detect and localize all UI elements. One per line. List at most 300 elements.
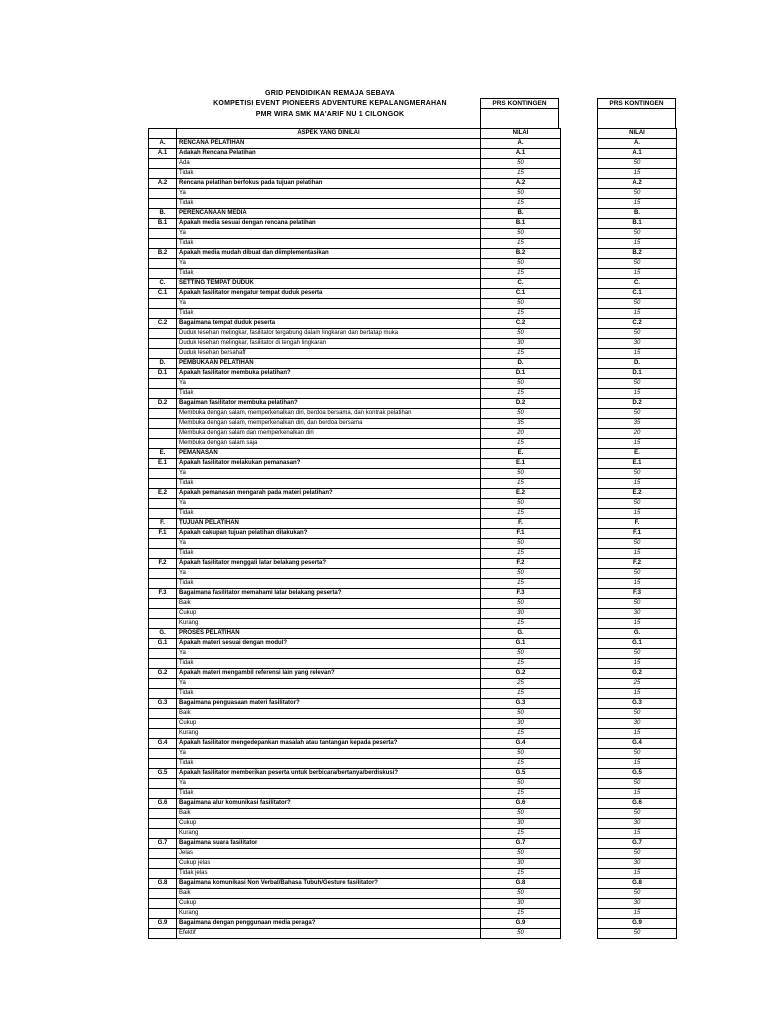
aspect-cell: Duduk lesehan melingkar, fasilitator tergabung dalam lingkaran dan bertatap muka [177,329,481,339]
score-cell: 50 [481,929,561,939]
score2-cell: 15 [598,829,677,839]
score2-cell: D.1 [598,369,677,379]
score2-cell: 50 [598,889,677,899]
code-cell: C. [149,279,177,289]
code-cell: B.1 [149,219,177,229]
aspect-cell: Tidak jelas [177,869,481,879]
score-cell: 50 [481,259,561,269]
score-cell: 50 [481,539,561,549]
option-row [149,609,561,619]
code-cell [149,239,177,249]
score-cell: 25 [481,679,561,689]
score2-cell: 15 [598,619,677,629]
score-row [598,799,677,809]
question-row [149,639,561,649]
score-row [598,879,677,889]
score-row [598,159,677,169]
score-row [598,659,677,669]
score2-cell: 50 [598,409,677,419]
option-row [149,189,561,199]
score2-cell: 15 [598,909,677,919]
score-cell: G. [481,629,561,639]
score-cell: 50 [481,469,561,479]
aspect-cell: Apakah fasilitator menggali latar belakang peserta? [177,559,481,569]
score-cell: A.2 [481,179,561,189]
score-cell: 50 [481,299,561,309]
option-row [149,819,561,829]
aspect-cell: Bagaimana alur komunikasi fasilitator? [177,799,481,809]
aspect-cell: Tidak [177,689,481,699]
score2-cell: 15 [598,869,677,879]
score-cell: B.1 [481,219,561,229]
header-score2-cell: NILAI [598,129,677,139]
score-row [598,389,677,399]
code-cell [149,439,177,449]
score2-cell: 50 [598,569,677,579]
score2-cell: G.4 [598,739,677,749]
score-cell: 15 [481,349,561,359]
table-header-row [149,129,561,139]
score-cell: C. [481,279,561,289]
aspect-cell: Apakah fasilitator melakukan pemanasan? [177,459,481,469]
score-cell: 15 [481,479,561,489]
question-row [149,399,561,409]
score2-cell: 15 [598,199,677,209]
question-row [149,459,561,469]
score-row [598,299,677,309]
score2-cell: 50 [598,159,677,169]
aspect-cell: Ya [177,259,481,269]
score-row [598,219,677,229]
score-cell: G.2 [481,669,561,679]
score2-cell: 15 [598,689,677,699]
score-cell: 15 [481,619,561,629]
option-row [149,479,561,489]
score-row [598,459,677,469]
aspect-cell: Baik [177,809,481,819]
option-row [149,259,561,269]
score-cell: 50 [481,849,561,859]
code-cell: G.8 [149,879,177,889]
code-cell: G.9 [149,919,177,929]
score2-cell: F. [598,519,677,529]
score-row [598,529,677,539]
score-cell: 50 [481,189,561,199]
score-row [598,679,677,689]
option-row [149,499,561,509]
score2-cell: 15 [598,789,677,799]
score-row [598,419,677,429]
score-cell: 15 [481,309,561,319]
aspect-cell: Tidak [177,659,481,669]
score-row [598,539,677,549]
score-row [598,339,677,349]
score2-cell: G.5 [598,769,677,779]
code-cell: E.2 [149,489,177,499]
score-row [598,669,677,679]
aspect-cell: Bagaimana dengan penggunaan media peraga? [177,919,481,929]
score-header-row [598,129,677,139]
option-row [149,419,561,429]
score-row [598,269,677,279]
aspect-cell: Ya [177,499,481,509]
header-code-cell [149,129,177,139]
score-row [598,439,677,449]
code-cell [149,539,177,549]
score-cell: 50 [481,409,561,419]
option-row [149,329,561,339]
option-row [149,569,561,579]
score-cell: 15 [481,199,561,209]
option-row [149,159,561,169]
option-row [149,539,561,549]
code-cell [149,479,177,489]
score-cell: 15 [481,509,561,519]
score-row [598,369,677,379]
aspect-cell: Ya [177,649,481,659]
score2-cell: C.1 [598,289,677,299]
score2-cell: 30 [598,609,677,619]
score-cell: C.1 [481,289,561,299]
score-row [598,849,677,859]
code-cell: G.2 [149,669,177,679]
score2-cell: 50 [598,229,677,239]
score-cell: G.7 [481,839,561,849]
score-cell: 15 [481,689,561,699]
score-cell: 35 [481,419,561,429]
score-row [598,689,677,699]
score2-cell: 15 [598,579,677,589]
score-cell: D.2 [481,399,561,409]
score-row [598,429,677,439]
score-row [598,789,677,799]
code-cell [149,779,177,789]
code-cell [149,569,177,579]
code-cell: A.1 [149,149,177,159]
aspect-cell: Kurang [177,909,481,919]
option-row [149,469,561,479]
code-cell: E.1 [149,459,177,469]
score-row [598,729,677,739]
code-cell [149,679,177,689]
score2-cell: 15 [598,309,677,319]
option-row [149,169,561,179]
score2-cell: 50 [598,329,677,339]
aspect-cell: Tidak [177,199,481,209]
score-cell: 15 [481,759,561,769]
score-row [598,589,677,599]
code-cell [149,199,177,209]
question-row [149,879,561,889]
aspect-cell: Membuka dengan salam, memperkenalkan diri, berdoa bersama, dan kontrak pelatihan [177,409,481,419]
score-row [598,929,677,939]
score2-cell: A.1 [598,149,677,159]
question-row [149,839,561,849]
score-cell: 30 [481,859,561,869]
option-row [149,759,561,769]
aspect-cell: Kurang [177,619,481,629]
score2-cell: 15 [598,549,677,559]
doc-title-line3: PMR WIRA SMK MA'ARIF NU 1 CILONGOK [255,111,405,118]
aspect-cell: Ya [177,749,481,759]
option-row [149,229,561,239]
aspect-cell: Efektif [177,929,481,939]
score2-cell: 15 [598,389,677,399]
score-table [597,128,677,939]
aspect-cell: Baik [177,889,481,899]
aspect-cell: PEMBUKAAN PELATIHAN [177,359,481,369]
code-cell: F.1 [149,529,177,539]
aspect-cell: Tidak [177,479,481,489]
option-row [149,429,561,439]
score-cell: B.2 [481,249,561,259]
score-cell: 15 [481,869,561,879]
code-cell [149,499,177,509]
aspect-cell: Jelas [177,849,481,859]
score2-cell: 50 [598,749,677,759]
score-row [598,709,677,719]
score-cell: 30 [481,609,561,619]
score-cell: 30 [481,339,561,349]
score2-cell: 50 [598,929,677,939]
option-row [149,849,561,859]
option-row [149,709,561,719]
option-row [149,389,561,399]
code-cell: F. [149,519,177,529]
score-cell: 15 [481,239,561,249]
code-cell [149,299,177,309]
score-row [598,209,677,219]
prs-kontingen-label-1: PRS KONTINGEN [481,99,558,109]
score-cell: G.5 [481,769,561,779]
score-row [598,889,677,899]
score-row [598,349,677,359]
score-row [598,549,677,559]
score-row [598,309,677,319]
question-row [149,319,561,329]
score2-cell: F.3 [598,589,677,599]
score2-cell: G.9 [598,919,677,929]
option-row [149,619,561,629]
aspect-cell: Cukup [177,899,481,909]
question-row [149,589,561,599]
code-cell [149,349,177,359]
score2-cell: G.1 [598,639,677,649]
score-cell: D.1 [481,369,561,379]
assessment-table [148,128,561,939]
score2-cell: 50 [598,539,677,549]
code-cell [149,419,177,429]
score2-cell: F.2 [598,559,677,569]
section-row [149,139,561,149]
score-row [598,829,677,839]
aspect-cell: Tidak [177,309,481,319]
score-row [598,499,677,509]
score-row [598,379,677,389]
score-row [598,149,677,159]
score2-cell: G. [598,629,677,639]
score2-cell: B. [598,209,677,219]
aspect-cell: Cukup [177,609,481,619]
score2-cell: 50 [598,299,677,309]
score-row [598,469,677,479]
option-row [149,339,561,349]
question-row [149,919,561,929]
score-row [598,409,677,419]
option-row [149,579,561,589]
aspect-cell: PERENCANAAN MEDIA [177,209,481,219]
score-row [598,619,677,629]
score-cell: G.8 [481,879,561,889]
header-score-cell: NILAI [481,129,561,139]
aspect-cell: Tidak [177,579,481,589]
score-row [598,609,677,619]
score-cell: 15 [481,269,561,279]
code-cell [149,619,177,629]
score-row [598,519,677,529]
code-cell: F.3 [149,589,177,599]
score-row [598,809,677,819]
score-row [598,699,677,709]
score-row [598,739,677,749]
aspect-cell: Ya [177,539,481,549]
score-row [598,719,677,729]
aspect-cell: Ya [177,379,481,389]
score-row [598,329,677,339]
code-cell: A.2 [149,179,177,189]
option-row [149,679,561,689]
section-row [149,629,561,639]
score2-cell: 15 [598,759,677,769]
score-row [598,779,677,789]
score-row [598,749,677,759]
aspect-cell: Apakah cakupan tujuan pelatihan dilakukan? [177,529,481,539]
score-cell: G.6 [481,799,561,809]
score2-cell: B.2 [598,249,677,259]
score-cell: F.1 [481,529,561,539]
code-cell [149,719,177,729]
score-cell: 15 [481,789,561,799]
aspect-cell: Apakah materi sesuai dengan modul? [177,639,481,649]
doc-title-line1: GRID PENDIDIKAN REMAJA SEBAYA [265,90,395,97]
code-cell [149,339,177,349]
score2-cell: G.2 [598,669,677,679]
question-row [149,369,561,379]
score2-cell: D. [598,359,677,369]
aspect-cell: Tidak [177,509,481,519]
score-row [598,179,677,189]
option-row [149,689,561,699]
code-cell [149,159,177,169]
code-cell [149,549,177,559]
option-row [149,349,561,359]
score2-cell: 30 [598,859,677,869]
aspect-cell: Cukup jelas [177,859,481,869]
aspect-cell: Membuka dengan salam dan memperkenalkan diri [177,429,481,439]
code-cell: C.1 [149,289,177,299]
section-row [149,449,561,459]
score-cell: G.3 [481,699,561,709]
score2-cell: 15 [598,239,677,249]
code-cell [149,649,177,659]
option-row [149,909,561,919]
score-row [598,559,677,569]
score2-cell: 50 [598,809,677,819]
aspect-cell: Apakah fasilitator mengedepankan masalah atau tantangan kepada peserta? [177,739,481,749]
option-row [149,439,561,449]
score-row [598,489,677,499]
score-row [598,819,677,829]
aspect-cell: Ya [177,189,481,199]
question-row [149,669,561,679]
section-row [149,519,561,529]
score2-cell: E.1 [598,459,677,469]
code-cell: G.6 [149,799,177,809]
aspect-cell: Membuka dengan salam, memperkenalkan diri, dan berdoa bersama [177,419,481,429]
score-cell: 30 [481,819,561,829]
score-cell: E.1 [481,459,561,469]
aspect-cell: Bagaimana suara fasilitator [177,839,481,849]
code-cell [149,579,177,589]
option-row [149,509,561,519]
question-row [149,219,561,229]
aspect-cell: Tidak [177,759,481,769]
aspect-cell: Kurang [177,729,481,739]
aspect-cell: Baik [177,709,481,719]
header-aspect-cell: ASPEK YANG DINILAI [177,129,481,139]
score-cell: E.2 [481,489,561,499]
code-cell [149,809,177,819]
score-row [598,579,677,589]
aspect-cell: RENCANA PELATIHAN [177,139,481,149]
option-row [149,599,561,609]
score-row [598,859,677,869]
score-row [598,319,677,329]
option-row [149,719,561,729]
score2-cell: 50 [598,379,677,389]
score-row [598,599,677,609]
score-cell: 50 [481,569,561,579]
code-cell [149,829,177,839]
option-row [149,379,561,389]
score2-cell: 30 [598,719,677,729]
score-row [598,289,677,299]
code-cell [149,899,177,909]
score2-cell: 30 [598,339,677,349]
aspect-cell: Ada [177,159,481,169]
score2-cell: D.2 [598,399,677,409]
code-cell [149,729,177,739]
score2-cell: G.3 [598,699,677,709]
score2-cell: 30 [598,819,677,829]
code-cell: A. [149,139,177,149]
score-cell: E. [481,449,561,459]
aspect-cell: Tidak [177,789,481,799]
code-cell: C.2 [149,319,177,329]
option-row [149,199,561,209]
aspect-cell: Apakah fasilitator mengatur tempat duduk peserta [177,289,481,299]
question-row [149,799,561,809]
score-row [598,189,677,199]
score-row [598,399,677,409]
aspect-cell: Adakah Rencana Pelatihan [177,149,481,159]
code-cell [149,229,177,239]
score-row [598,629,677,639]
option-row [149,789,561,799]
score-cell: 15 [481,439,561,449]
aspect-cell: Bagaiman fasilitator membuka pelatihan? [177,399,481,409]
code-cell [149,789,177,799]
